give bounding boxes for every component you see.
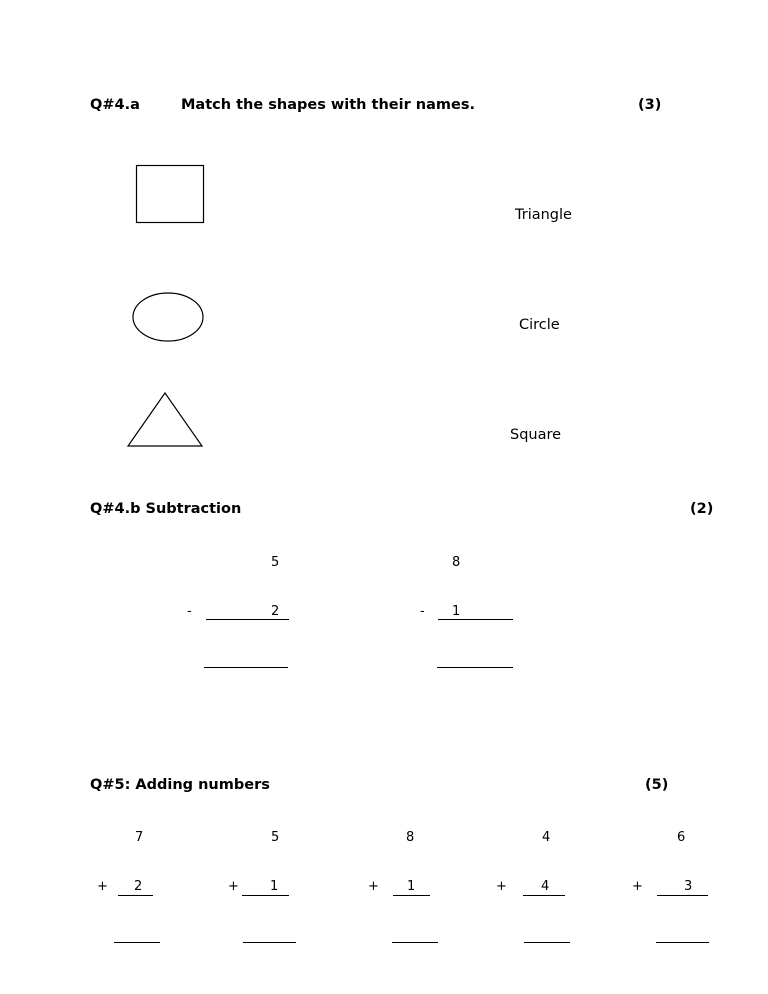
addition-2-operator: + (228, 879, 239, 894)
triangle-icon (127, 392, 203, 448)
addition-2-operand-line (242, 895, 289, 896)
addition-5-operator: + (632, 879, 643, 894)
q4b-marks: (2) (690, 501, 714, 517)
addition-4-top: 4 (542, 830, 551, 845)
addition-4-operand-line (523, 895, 565, 896)
q4a-label: Q#4.a (90, 97, 140, 113)
addition-3-bottom: 1 (407, 879, 416, 894)
q5-marks: (5) (645, 777, 669, 793)
subtraction-2-answer-line[interactable] (437, 667, 513, 668)
circle-icon (132, 292, 204, 342)
addition-5-top: 6 (677, 830, 686, 845)
addition-1-top: 7 (135, 830, 144, 845)
subtraction-2-top: 8 (452, 555, 461, 570)
addition-4-bottom: 4 (541, 879, 550, 894)
addition-3-top: 8 (406, 830, 415, 845)
subtraction-2-operand-line (438, 619, 513, 620)
subtraction-1-bottom: 2 (271, 604, 280, 619)
addition-5-answer-line[interactable] (656, 942, 709, 943)
subtraction-1-operator: - (187, 604, 192, 619)
subtraction-2-operator: - (420, 604, 425, 619)
addition-3-answer-line[interactable] (392, 942, 438, 943)
q4b-title: Q#4.b Subtraction (90, 501, 242, 517)
q4a-title: Match the shapes with their names. (181, 97, 475, 113)
addition-2-answer-line[interactable] (243, 942, 296, 943)
addition-1-bottom: 2 (134, 879, 143, 894)
q5-title: Q#5: Adding numbers (90, 777, 270, 793)
addition-1-operator: + (97, 879, 108, 894)
shape-name-circle: Circle (519, 317, 560, 333)
addition-4-operator: + (496, 879, 507, 894)
subtraction-1-answer-line[interactable] (204, 667, 288, 668)
addition-4-answer-line[interactable] (524, 942, 570, 943)
addition-3-operand-line (393, 895, 430, 896)
addition-5-bottom: 3 (684, 879, 693, 894)
addition-5-operand-line (657, 895, 708, 896)
square-icon (136, 165, 204, 223)
shape-name-triangle: Triangle (515, 207, 572, 223)
addition-3-operator: + (368, 879, 379, 894)
addition-2-top: 5 (271, 830, 280, 845)
addition-1-answer-line[interactable] (114, 942, 160, 943)
subtraction-2-bottom: 1 (452, 604, 461, 619)
subtraction-1-operand-line (206, 619, 289, 620)
shape-name-square: Square (510, 427, 562, 443)
addition-1-operand-line (118, 895, 153, 896)
addition-2-bottom: 1 (270, 879, 279, 894)
subtraction-1-top: 5 (271, 555, 280, 570)
q4a-marks: (3) (638, 97, 662, 113)
